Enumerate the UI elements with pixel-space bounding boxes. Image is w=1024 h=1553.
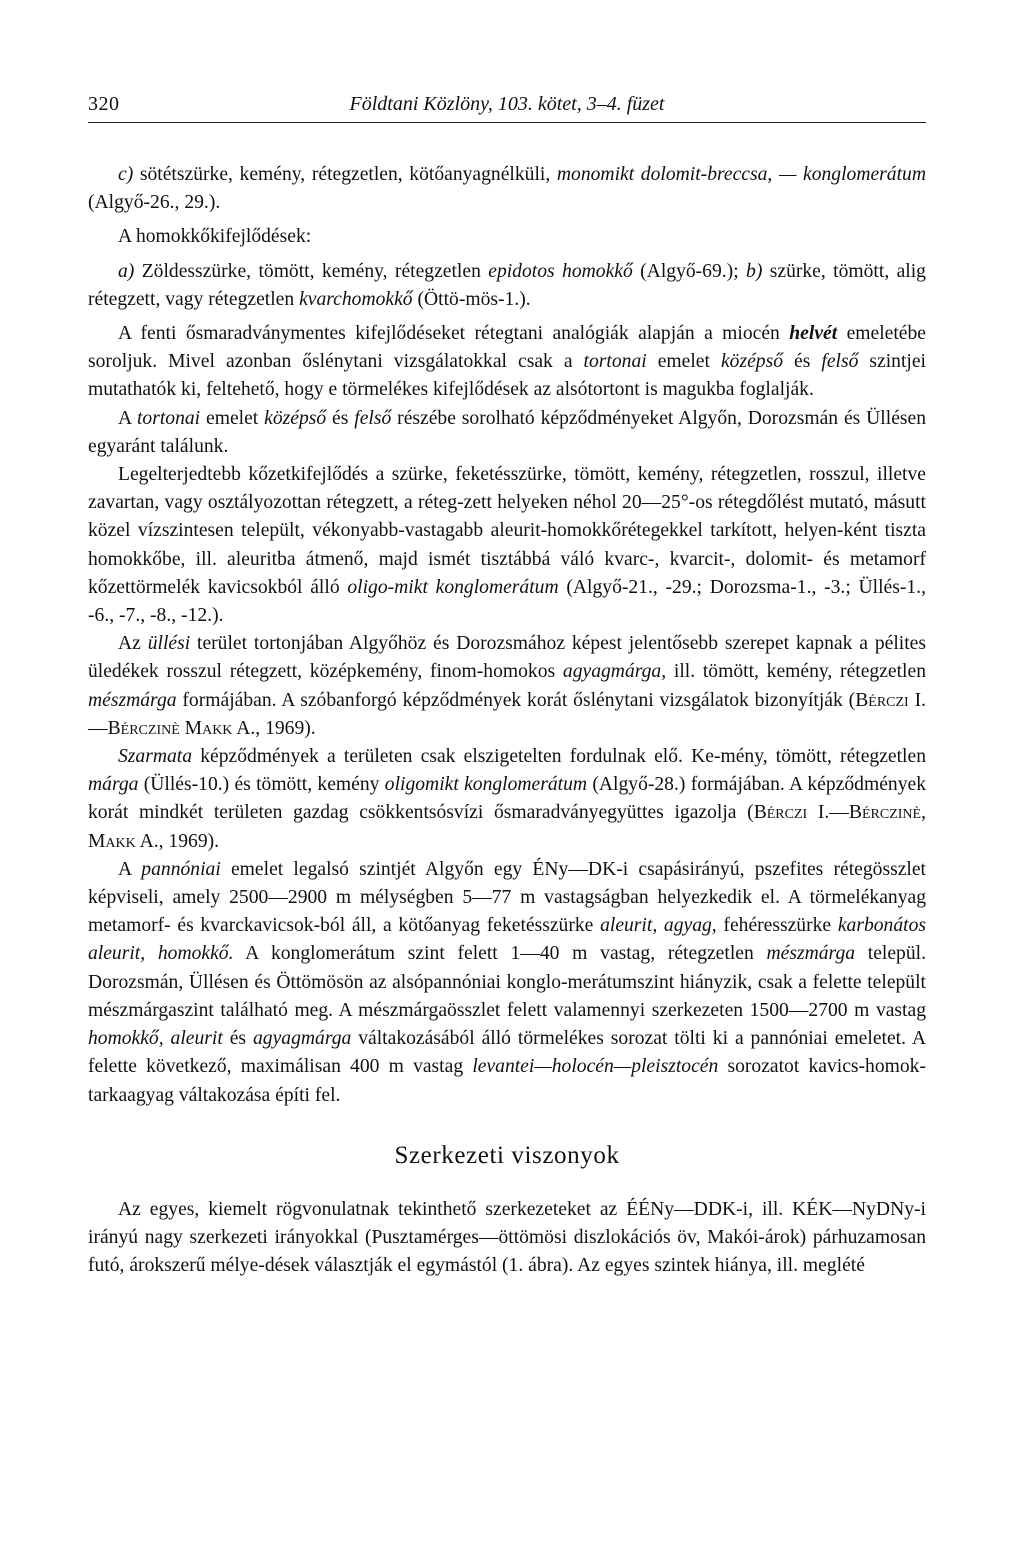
journal-title: Földtani Közlöny, 103. kötet, 3–4. füzet bbox=[349, 93, 665, 115]
body-text bbox=[88, 161, 926, 1281]
running-header bbox=[88, 93, 926, 123]
paragraph: A tortonai emelet középső és felső részébe sorolható képződményeket Algyőn, Dorozsmán és Üllésen egyaránt találunk. bbox=[88, 407, 927, 457]
paragraph: Szarmata képződmények a területen csak elszigetelten fordulnak elő. Ke-mény, tömött, rétegzetlen márga (Üllés-10.) és tömött, kemény oligomikt konglomerátum (Algyő-28.) formájában. A képződmények korát mindkét területen gazdag csökkentsósvízi ősmaradványegyüttes igazolja (Bérczi I.—Bérczinè, Makk A., 1969). bbox=[88, 746, 926, 852]
paragraph: A homokkőkifejlődések: bbox=[118, 226, 312, 248]
paragraph: c) sötétszürke, kemény, rétegzetlen, kötőanyagnélküli, monomikt dolomit-breccsa, — konglomerátum (Algyő-26., 29.). bbox=[88, 164, 926, 214]
paragraph: Az egyes, kiemelt rögvonulatnak tekinthető szerkezeteket az ÉÉNy—DDK-i, ill. KÉK—NyDNy-i irányú nagy szerkezeti irányokkal (Pusztamérges—öttömösi diszlokációs öv, Makói-árok) párhuzamosan futó, árokszerű mélye-dések választják el egymástól (1. ábra). Az egyes szintek hiánya, ill. meglété bbox=[88, 1198, 926, 1277]
section-heading: Szerkezeti viszonyok bbox=[394, 1141, 620, 1169]
page bbox=[88, 93, 926, 1281]
paragraph: a) Zöldesszürke, tömött, kemény, rétegzetlen epidotos homokkő (Algyő-69.); b) szürke, tömött, alig rétegzett, vagy rétegzetlen kvarchomokkő (Öttö-mös-1.). bbox=[88, 260, 926, 310]
paragraph: Az üllési terület tortonjában Algyőhöz és Dorozsmához képest jelentősebb szerepet kapnak a pélites üledékek rosszul rétegzett, középkemény, finom-homokos agyagmárga, ill. tömött, kemény, rétegzetlen mészmárga formájában. A szóbanforgó képződmények korát őslénytani vizsgálatok bizonyítják (Bérczi I.—Bérczinè Makk A., 1969). bbox=[88, 633, 927, 739]
paragraph: Legelterjedtebb kőzetkifejlődés a szürke, feketésszürke, tömött, kemény, rétegzetlen, rosszul, illetve zavartan, vagy osztályozottan rétegzett, a réteg-zett helyeken néhol 20—25°-os rétegdőlést mutató, másutt közel vízszintesen települt, vékonyabb-vastagabb aleurit-homokkőrétegekkel tarkított, helyen-ként tiszta homokkőbe, ill. aleuritba átmenő, majd ismét tisztábbá váló kvarc-, kvarcit-, dolomit- és metamorf kőzettörmelék kavicsokból álló oligo-mikt konglomerátum (Algyő-21., -29.; Dorozsma-1., -3.; Üllés-1., -6., -7., -8., -12.). bbox=[88, 464, 926, 627]
paragraph: A fenti ősmaradványmentes kifejlődéseket rétegtani analógiák alapján a miocén helvét emeletébe soroljuk. Mivel azonban őslénytani vizsgálatokkal csak a tortonai emelet középső és felső szintjei mutathatók ki, feltehető, hogy e törmelékes kifejlődések az alsótortont is magukba foglalják. bbox=[88, 323, 926, 401]
paragraph: A pannóniai emelet legalsó szintjét Algyőn egy ÉNy—DK-i csapásirányú, pszefites rétegösszlet képviseli, amely 2500—2900 m mélységben 5—77 m vastagságban helyezkedik el. A törmelékanyag metamorf- és kvarckavicsok-ból áll, a kötőanyag feketésszürke aleurit, agyag, fehéresszürke karbonátos aleurit, homokkő. A konglomerátum szint felett 1—40 m vastag, rétegzetlen mészmárga települ. Dorozsmán, Üllésen és Öttömösön az alsópannóniai konglo-merátumszint hiányzik, csak a felette települt mészmárgaszint található meg. A mészmárgaösszlet felett valamennyi szerkezeten 1500—2700 m vastag homokkő, aleurit és agyagmárga váltakozásából álló törmelékes sorozat tölti ki a pannóniai emeletet. A felette következő, maximálisan 400 m vastag levantei—holocén—pleisztocén sorozatot kavics-homok-tarkaagyag váltakozása építi fel. bbox=[88, 858, 926, 1106]
page-number: 320 bbox=[88, 93, 120, 115]
